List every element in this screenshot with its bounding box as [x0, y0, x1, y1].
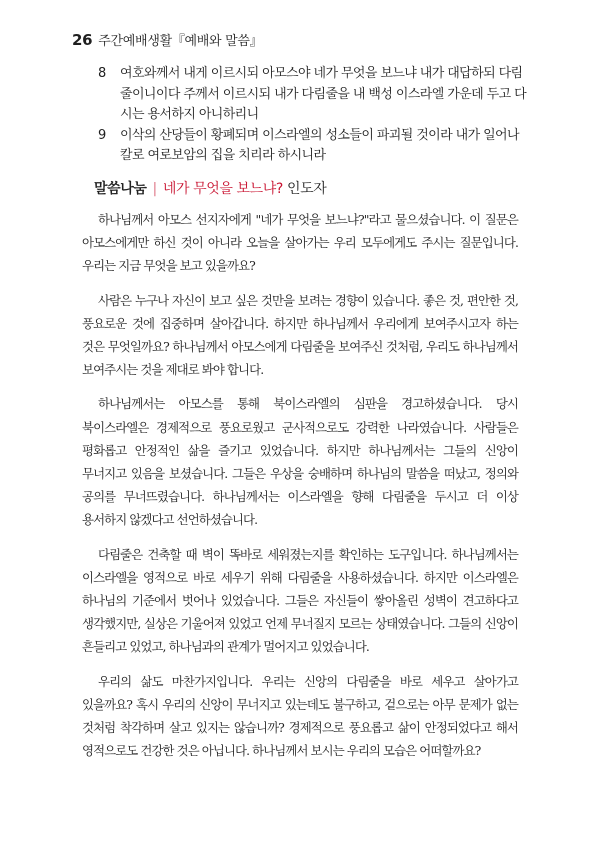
- verse-text: 여호와께서 내게 이르시되 아모스야 네가 무엇을 보느냐 내가 대답하되 다림줄이니이다 주께서 이르시되 내가 다림줄을 내 백성 이스라엘 가운데 두고 다시는 용서하지 아니하리니: [120, 66, 527, 122]
- paragraph: 하나님께서 아모스 선지자에게 "네가 무엇을 보느냐?"라고 물으셨습니다. 이 질문은 아모스에게만 하신 것이 아니라 오늘을 살아가는 우리 모두에게도 주시는 질문입니다. 우리는 지금 무엇을 보고 있을까요?: [82, 212, 518, 274]
- paragraph: 다림줄은 건축할 때 벽이 똑바로 세워졌는지를 확인하는 도구입니다. 하나님께서는 이스라엘을 영적으로 바로 세우기 위해 다림줄을 사용하셨습니다. 하지만 이스라엘은 하나님의 기준에서 벗어나 있었습니다. 그들은 자신들이 쌓아올린 성벽이 견고하다고 생각했지만, 실상은 기울어져 있었고 언제 무너질지 모르는 상태였습니다. 그들의 신앙이 흔들리고 있었고, 하나님과의 관계가 멀어지고 있었습니다.: [82, 546, 518, 655]
- section-label: 말씀나눔: [94, 181, 147, 197]
- paragraph: 사람은 누구나 자신이 보고 싶은 것만을 보려는 경향이 있습니다. 좋은 것, 편안한 것, 풍요로운 것에 집중하며 살아갑니다. 하지만 하나님께서 우리에게 보여주시고자 하는 것은 무엇일까요? 하나님께서 아모스에게 다림줄을 보여주신 것처럼, 우리도 하나님께서 보여주시는 것을 제대로 봐야 합니다.: [82, 292, 518, 378]
- paragraph: 하나님께서는 아모스를 통해 북이스라엘의 심판을 경고하셨습니다. 당시 북이스라엘은 경제적으로 풍요로웠고 군사적으로도 강력한 나라였습니다. 사람들은 평화롭고 안정적인 삶을 즐기고 있었습니다. 하지만 하나님께서는 그들의 신앙이 무너지고 있음을 보셨습니다. 그들은 우상을 숭배하며 하나님의 말씀을 떠났고, 정의와 공의를 무너뜨렸습니다. 하나님께서는 이스라엘을 향해 다림줄을 두시고 더 이상 용서하지 않겠다고 선언하셨습니다.: [82, 396, 518, 528]
- page-number: 26: [72, 31, 93, 49]
- paragraph: 우리의 삶도 마찬가지입니다. 우리는 신앙의 다림줄을 바로 세우고 살아가고 있을까요? 혹시 우리의 신앙이 무너지고 있는데도 불구하고, 겉으로는 아무 문제가 없는 것처럼 착각하며 살고 있지는 않습니까? 경제적으로 풍요롭고 삶이 안정되었다고 해서 영적으로도 건강한 것은 아닙니다. 하나님께서 보시는 우리의 모습은 어떠할까요?: [82, 673, 518, 759]
- section-heading: [94, 178, 326, 198]
- body-text: [82, 208, 518, 773]
- section-separator: |: [152, 181, 157, 197]
- page-header: [72, 30, 262, 49]
- verse-number: 9: [98, 127, 106, 143]
- scripture-verses: [98, 64, 528, 167]
- verse-text: 이삭의 산당들이 황폐되며 이스라엘의 성소들이 파괴될 것이라 내가 일어나 칼로 여로보암의 집을 치리라 하시니라: [120, 127, 519, 163]
- verse-number: 8: [98, 66, 106, 81]
- section-subtitle: 네가 무엇을 보느냐?: [162, 181, 283, 197]
- book-title: 주간예배생활『예배와 말씀』: [98, 34, 263, 49]
- section-role: 인도자: [286, 181, 327, 197]
- verse-item: [98, 126, 528, 167]
- verse-item: [98, 64, 528, 126]
